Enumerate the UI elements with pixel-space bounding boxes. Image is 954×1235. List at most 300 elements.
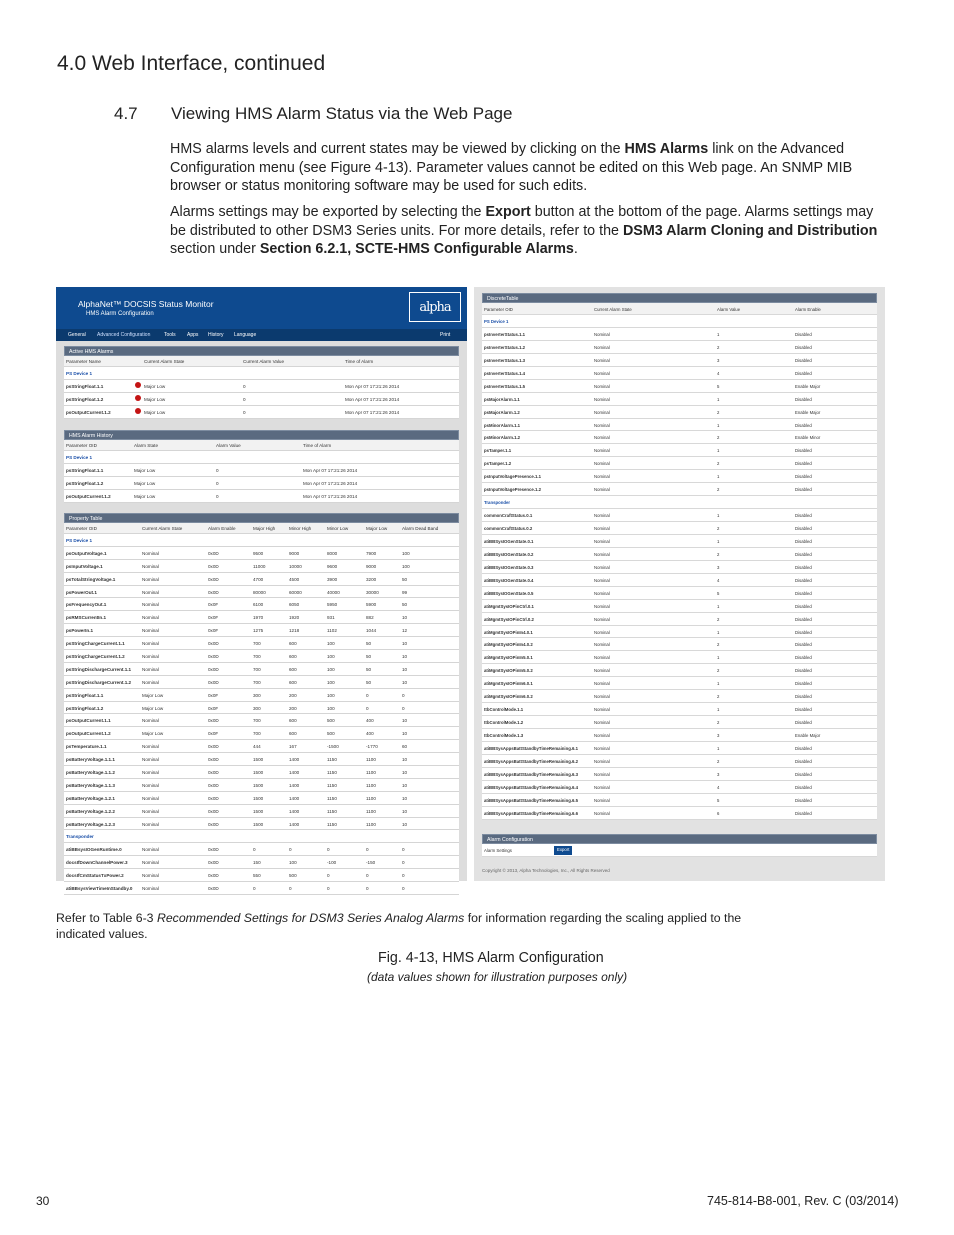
table-cell: 0 xyxy=(366,847,369,853)
table-cell: commonCraftStatus.0.2 xyxy=(484,526,533,531)
table-cell: 5 xyxy=(717,383,720,389)
table-cell: -150 xyxy=(366,860,376,866)
table-cell: 444 xyxy=(253,744,261,750)
table-row xyxy=(64,882,459,895)
group-label: PS Device 1 xyxy=(484,319,509,324)
table-cell: Nominal xyxy=(594,422,610,428)
table-cell: Nominal xyxy=(142,808,159,814)
table-cell: Nominal xyxy=(594,771,610,777)
table-cell: 400 xyxy=(366,718,374,724)
table-row xyxy=(64,547,459,560)
table-cell: 60 xyxy=(402,744,408,750)
table-cell: psInverterStatus.1.5 xyxy=(484,383,526,389)
discrete-table-title: DiscreteTable xyxy=(482,293,877,303)
table-cell: 100 xyxy=(402,563,410,569)
table-cell: psOutputCurrent.1.2 xyxy=(66,493,111,499)
table-cell: psInverterStatus.1.3 xyxy=(484,357,526,363)
table-cell: 1500 xyxy=(253,770,264,776)
subsection-number: 4.7 xyxy=(114,104,138,123)
table-row xyxy=(482,794,877,807)
table-cell: 700 xyxy=(253,666,261,672)
table-cell: atiBBSysAppsBattStandbyTimeRemaining.6.5 xyxy=(484,797,578,803)
col-header: Minor Low xyxy=(327,526,349,531)
table-cell: Nominal xyxy=(142,718,159,724)
table-cell: psInputVoltagePresence.1.1 xyxy=(484,474,541,480)
table-cell: psStringChargeCurrent.1.2 xyxy=(66,654,125,660)
table-cell: 0x0D xyxy=(208,679,219,685)
alarm-configuration-panel xyxy=(482,834,877,857)
alarm-icon xyxy=(135,382,141,388)
table-cell: 9000 xyxy=(366,563,377,569)
table-cell: 10 xyxy=(402,757,408,763)
copyright-text: Copyright © 2013, Alpha Technologies, Inc., All Rights Reserved xyxy=(482,868,610,873)
table-cell: 9000 xyxy=(289,550,300,556)
table-cell: psBatteryVoltage.1.1.1 xyxy=(66,757,115,763)
table-cell: 167 xyxy=(289,744,297,750)
group-row xyxy=(64,534,459,547)
table-cell: psStringFloat.1.2 xyxy=(66,705,104,711)
table-cell: 1100 xyxy=(366,757,376,763)
table-row xyxy=(64,380,459,393)
table-cell: 0x0D xyxy=(208,886,219,892)
table-cell: atiMgmtSysIOPinIn4.0.2 xyxy=(484,642,533,648)
table-cell: 0 xyxy=(366,692,369,698)
table-cell: 1 xyxy=(717,513,720,519)
table-cell: 1100 xyxy=(366,821,376,827)
print-link[interactable]: Print xyxy=(440,332,451,338)
group-row xyxy=(64,830,459,843)
table-cell: 500 xyxy=(327,731,335,737)
table-cell: psInverterStatus.1.1 xyxy=(484,331,526,337)
table-cell: Enable Major xyxy=(795,409,821,415)
table-cell: atiMgmtSysIOPinIn5.0.1 xyxy=(484,655,533,661)
table-cell: 1150 xyxy=(327,782,337,788)
table-row xyxy=(482,419,877,432)
table-cell: 1102 xyxy=(327,628,337,634)
table-cell: Mon Apr 07 17:21:26 2014 xyxy=(345,409,400,415)
table-row xyxy=(64,611,459,624)
group-row xyxy=(64,451,459,464)
table-cell: 3 xyxy=(717,733,720,738)
table-row xyxy=(482,703,877,716)
table-cell: Major Low xyxy=(134,467,156,473)
screenshot-left xyxy=(56,287,467,892)
group-label: PS Device 1 xyxy=(66,455,93,460)
table-cell: Disabled xyxy=(795,396,812,402)
table-cell: 0 xyxy=(216,493,219,499)
table-cell: psInverterStatus.1.4 xyxy=(484,370,526,376)
table-cell: 0x0D xyxy=(208,795,219,801)
table-cell: Disabled xyxy=(795,344,812,350)
table-row xyxy=(482,626,877,639)
nav-language[interactable]: Language xyxy=(234,332,257,338)
table-cell: psMinorAlarm.1.1 xyxy=(484,422,521,428)
table-cell: 0x0F xyxy=(208,602,219,608)
table-cell: 0x0F xyxy=(208,615,219,621)
table-cell: 10 xyxy=(402,666,408,672)
table-cell: 1 xyxy=(717,681,720,687)
table-row xyxy=(64,779,459,792)
table-cell: 6 xyxy=(717,810,720,816)
col-header: Current Alarm State xyxy=(594,307,632,312)
col-header: Current Alarm State xyxy=(142,526,183,531)
table-cell: Nominal xyxy=(142,628,159,634)
table-cell: 700 xyxy=(253,731,261,737)
group-label: PS Device 1 xyxy=(66,538,93,543)
table-row xyxy=(64,714,459,727)
table-cell: 1 xyxy=(717,396,720,402)
table-cell: psStringFloat.1.1 xyxy=(66,383,104,389)
table-row xyxy=(482,367,877,380)
table-cell: Major Low xyxy=(144,396,166,402)
table-cell: 4 xyxy=(717,784,720,790)
table-cell: 2 xyxy=(717,642,720,648)
table-cell: 500 xyxy=(327,718,335,724)
table-cell: Nominal xyxy=(594,538,610,544)
table-row xyxy=(482,522,877,535)
table-row xyxy=(64,727,459,740)
table-cell: 80000 xyxy=(253,589,266,595)
table-cell: Major Low xyxy=(142,731,164,737)
table-cell: atiBBSysAppsBattStandbyTimeRemaining.6.3 xyxy=(484,771,578,777)
export-button[interactable]: Export xyxy=(554,846,572,855)
table-cell: Disabled xyxy=(795,487,812,493)
table-cell: Disabled xyxy=(795,707,812,713)
table-row xyxy=(482,483,877,496)
table-cell: 1920 xyxy=(289,615,300,621)
table-cell: 3 xyxy=(717,771,720,777)
table-cell: atiMgmtSysIOPinIn4.0.1 xyxy=(484,629,533,635)
table-cell: Nominal xyxy=(594,707,610,713)
nav-apps[interactable]: Apps xyxy=(187,332,199,338)
table-row xyxy=(482,638,877,651)
nav-general[interactable]: General xyxy=(68,332,86,338)
table-cell: Nominal xyxy=(594,797,610,803)
table-cell: 1 xyxy=(717,745,720,751)
table-cell: Disabled xyxy=(795,538,812,544)
table-cell: Nominal xyxy=(594,720,610,726)
table-cell: Nominal xyxy=(594,409,610,415)
table-cell: 10 xyxy=(402,782,408,788)
table-cell: atiBBSysAppsBattStandbyTimeRemaining.6.4 xyxy=(484,784,578,790)
nav-tools[interactable]: Tools xyxy=(164,332,176,338)
col-header: Parameter OID xyxy=(66,443,97,448)
table-cell: Major Low xyxy=(142,705,164,711)
paragraph-1: HMS alarms levels and current states may be viewed by clicking on the HMS Alarms link on the Advanced Configuration menu (see Figure 4-13). Parameter values cannot be edited on this Web page. An SNMP MIB browser or status monitoring software may be used for such edits. xyxy=(170,141,853,194)
table-cell: Disabled xyxy=(795,810,812,816)
table-row xyxy=(64,598,459,611)
section-title: 4.0 Web Interface, continued xyxy=(57,52,326,75)
table-row xyxy=(64,464,459,477)
table-cell: Nominal xyxy=(594,655,610,661)
table-cell: Nominal xyxy=(142,602,159,608)
table-cell: 1150 xyxy=(327,821,337,827)
table-cell: psStringChargeCurrent.1.1 xyxy=(66,641,125,647)
table-cell: 600 xyxy=(289,679,297,685)
table-cell: 1400 xyxy=(289,770,300,776)
col-header: Current Alarm Value xyxy=(243,359,285,364)
nav-history[interactable]: History xyxy=(208,332,224,338)
table-cell: 150 xyxy=(253,860,261,866)
group-row xyxy=(64,367,459,380)
table-cell: 0x0D xyxy=(208,744,219,750)
property-table-rows xyxy=(64,534,459,895)
active-alarms-rows xyxy=(64,380,459,419)
table-row xyxy=(482,587,877,600)
table-cell: 1100 xyxy=(366,795,376,801)
table-cell: Disabled xyxy=(795,629,812,635)
table-cell: Disabled xyxy=(795,551,812,557)
table-cell: atiMgmtSysIOPinCtrl.0.1 xyxy=(484,603,534,609)
col-header: Alarm Dead Band xyxy=(402,526,439,531)
table-cell: ttbControlMode.1.3 xyxy=(484,733,524,738)
table-cell: Nominal xyxy=(142,666,159,672)
table-cell: docsIfCmStatusTxPower.2 xyxy=(66,873,124,879)
table-cell: Nominal xyxy=(142,757,159,763)
alarm-history-panel xyxy=(64,430,459,503)
table-row xyxy=(64,560,459,573)
table-cell: Disabled xyxy=(795,720,812,726)
table-cell: 1100 xyxy=(366,808,376,814)
table-row xyxy=(64,573,459,586)
table-cell: 0 xyxy=(289,886,292,892)
table-cell: 0 xyxy=(402,705,405,711)
table-cell: 5900 xyxy=(366,602,377,608)
table-cell: Nominal xyxy=(594,642,610,648)
table-row xyxy=(64,650,459,663)
table-row xyxy=(64,663,459,676)
table-cell: 100 xyxy=(289,860,297,866)
table-cell: 100 xyxy=(327,679,335,685)
table-cell: Disabled xyxy=(795,642,812,648)
table-cell: 100 xyxy=(402,550,410,556)
table-cell: psMinorAlarm.1.2 xyxy=(484,435,521,441)
figure-subcaption: (data values shown for illustration purposes only) xyxy=(367,970,628,984)
table-cell: 0 xyxy=(289,847,292,853)
table-cell: psTamper.1.2 xyxy=(484,461,512,467)
table-cell: psBatteryVoltage.1.2.2 xyxy=(66,808,115,814)
table-cell: 1150 xyxy=(327,757,337,763)
table-cell: Nominal xyxy=(142,873,159,879)
table-cell: Nominal xyxy=(594,784,610,790)
table-cell: Mon Apr 07 17:21:26 2014 xyxy=(303,493,358,499)
table-cell: 1400 xyxy=(289,821,300,827)
table-cell: 9600 xyxy=(327,563,338,569)
table-row xyxy=(482,742,877,755)
table-cell: 1500 xyxy=(253,782,264,788)
table-row xyxy=(64,792,459,805)
table-cell: psOutputCurrent.1.2 xyxy=(66,409,111,415)
table-cell: 1400 xyxy=(289,808,300,814)
table-cell: 0 xyxy=(253,847,256,853)
table-cell: 2 xyxy=(717,694,720,700)
group-label: PS Device 1 xyxy=(66,371,93,376)
table-cell: 0x0D xyxy=(208,770,219,776)
table-row xyxy=(64,740,459,753)
screenshot-right xyxy=(474,287,885,881)
document-id: 745-814-B8-001, Rev. C (03/2014) xyxy=(707,1194,899,1208)
table-cell: 0 xyxy=(243,383,246,389)
table-cell: 4500 xyxy=(289,576,300,582)
table-cell: 10 xyxy=(402,679,408,685)
table-cell: 550 xyxy=(253,873,261,879)
table-cell: Nominal xyxy=(594,331,610,337)
nav-bar xyxy=(56,329,467,341)
table-cell: Disabled xyxy=(795,577,812,583)
app-title: AlphaNet™ DOCSIS Status Monitor xyxy=(78,299,214,309)
table-cell: 0x0D xyxy=(208,641,219,647)
table-cell: 1 xyxy=(717,474,720,480)
table-row xyxy=(64,753,459,766)
table-cell: Nominal xyxy=(594,681,610,687)
table-row xyxy=(64,843,459,856)
table-cell: 600 xyxy=(289,718,297,724)
table-cell: Nominal xyxy=(594,745,610,751)
table-cell: Nominal xyxy=(142,576,159,582)
table-cell: Nominal xyxy=(594,513,610,519)
table-cell: 1 xyxy=(717,629,720,635)
table-cell: atiBBSysAppsBattStandbyTimeRemaining.6.1 xyxy=(484,745,578,751)
table-cell: 400 xyxy=(366,731,374,737)
table-row xyxy=(64,676,459,689)
table-cell: 1100 xyxy=(366,770,376,776)
table-cell: Major Low xyxy=(144,383,166,389)
table-cell: Nominal xyxy=(594,668,610,674)
table-cell: 200 xyxy=(289,705,297,711)
table-cell: atiMgmtSysIOPinIn6.0.1 xyxy=(484,681,533,687)
table-cell: psStringFloat.1.2 xyxy=(66,480,104,486)
alarm-settings-label: Alarm Settings xyxy=(484,848,512,853)
table-cell: atiBBSysIOGenState.0.4 xyxy=(484,577,534,583)
table-cell: 0x0F xyxy=(208,692,219,698)
table-row xyxy=(64,766,459,779)
table-cell: 50 xyxy=(402,576,408,582)
table-cell: 0x0F xyxy=(208,628,219,634)
table-cell: Mon Apr 07 17:21:26 2014 xyxy=(345,383,400,389)
table-cell: 0 xyxy=(243,409,246,415)
table-cell: 1150 xyxy=(327,808,337,814)
table-cell: 1218 xyxy=(289,628,300,634)
table-cell: -1500 xyxy=(327,744,339,750)
col-header: Time of Alarm xyxy=(303,443,332,448)
property-table-panel xyxy=(64,513,459,895)
table-cell: 1400 xyxy=(289,782,300,788)
table-cell: Enable Major xyxy=(795,383,821,389)
table-cell: atiBBsysViewTimeInStandby.0 xyxy=(66,886,133,892)
table-row xyxy=(64,805,459,818)
table-cell: Nominal xyxy=(142,886,159,892)
table-cell: 2 xyxy=(717,344,720,350)
table-cell: 3200 xyxy=(366,576,377,582)
table-row xyxy=(482,677,877,690)
table-cell: 1 xyxy=(717,655,720,661)
table-cell: 200 xyxy=(289,692,297,698)
table-row xyxy=(64,702,459,715)
table-row xyxy=(482,729,877,742)
table-cell: 1500 xyxy=(253,808,264,814)
table-cell: 6050 xyxy=(289,602,300,608)
table-row xyxy=(64,869,459,882)
table-cell: psBatteryVoltage.1.1.3 xyxy=(66,782,115,788)
active-alarms-header xyxy=(64,356,459,367)
table-cell: Nominal xyxy=(594,577,610,583)
table-cell: Disabled xyxy=(795,694,812,700)
table-row xyxy=(64,637,459,650)
table-cell: 1970 xyxy=(253,615,264,621)
table-cell: Nominal xyxy=(594,733,610,738)
table-cell: psStringDischargeCurrent.1.2 xyxy=(66,679,132,685)
table-cell: 0x0D xyxy=(208,821,219,827)
table-cell: psStringFloat.1.1 xyxy=(66,692,104,698)
active-alarms-panel xyxy=(64,346,459,419)
table-cell: 0x0D xyxy=(208,782,219,788)
table-cell: 0 xyxy=(253,886,256,892)
table-row xyxy=(482,393,877,406)
table-row xyxy=(482,768,877,781)
table-row xyxy=(64,856,459,869)
table-cell: Nominal xyxy=(594,526,610,531)
page-number: 30 xyxy=(36,1194,50,1208)
table-cell: psStringDischargeCurrent.1.1 xyxy=(66,666,132,672)
table-cell: 10 xyxy=(402,795,408,801)
table-cell: 1150 xyxy=(327,770,337,776)
table-cell: Nominal xyxy=(594,487,610,493)
table-cell: 0 xyxy=(402,860,405,866)
col-header: Alarm State xyxy=(134,443,158,448)
table-cell: 700 xyxy=(253,718,261,724)
table-cell: 1400 xyxy=(289,757,300,763)
table-cell: Nominal xyxy=(142,679,159,685)
table-cell: 2 xyxy=(717,487,720,493)
col-header: Current Alarm State xyxy=(144,359,185,364)
table-cell: 500 xyxy=(289,873,297,879)
table-cell: 10 xyxy=(402,718,408,724)
table-row xyxy=(482,470,877,483)
table-cell: 100 xyxy=(327,641,335,647)
col-header: Alarm Value xyxy=(717,307,741,312)
table-cell: 0x0D xyxy=(208,654,219,660)
table-cell: Disabled xyxy=(795,357,812,363)
table-cell: 10 xyxy=(402,821,408,827)
table-cell: 600 xyxy=(289,641,297,647)
table-cell: 10 xyxy=(402,731,408,737)
table-cell: Nominal xyxy=(142,782,159,788)
table-cell: Nominal xyxy=(594,448,610,454)
table-cell: 60000 xyxy=(289,589,302,595)
table-cell: 0 xyxy=(327,873,330,879)
table-cell: 300 xyxy=(253,692,261,698)
table-cell: Disabled xyxy=(795,448,812,454)
table-cell: 1150 xyxy=(327,795,337,801)
table-cell: 2 xyxy=(717,435,720,441)
table-row xyxy=(482,354,877,367)
nav-advanced-configuration[interactable]: Advanced Configuration xyxy=(97,332,151,338)
table-row xyxy=(64,393,459,406)
table-cell: Nominal xyxy=(594,435,610,441)
col-header: Parameter OID xyxy=(484,307,513,312)
table-cell: psOutputCurrent.1.1 xyxy=(66,718,111,724)
table-cell: 1275 xyxy=(253,628,264,634)
table-cell: commonCraftStatus.0.1 xyxy=(484,513,533,519)
table-cell: Major Low xyxy=(134,480,156,486)
table-cell: Nominal xyxy=(594,564,610,570)
table-cell: Mon Apr 07 17:21:26 2014 xyxy=(303,480,358,486)
table-cell: ttbControlMode.1.1 xyxy=(484,707,524,713)
table-cell: 2 xyxy=(717,409,720,415)
table-cell: 1500 xyxy=(253,757,264,763)
table-cell: psBatteryVoltage.1.1.2 xyxy=(66,770,115,776)
table-cell: Disabled xyxy=(795,461,812,467)
